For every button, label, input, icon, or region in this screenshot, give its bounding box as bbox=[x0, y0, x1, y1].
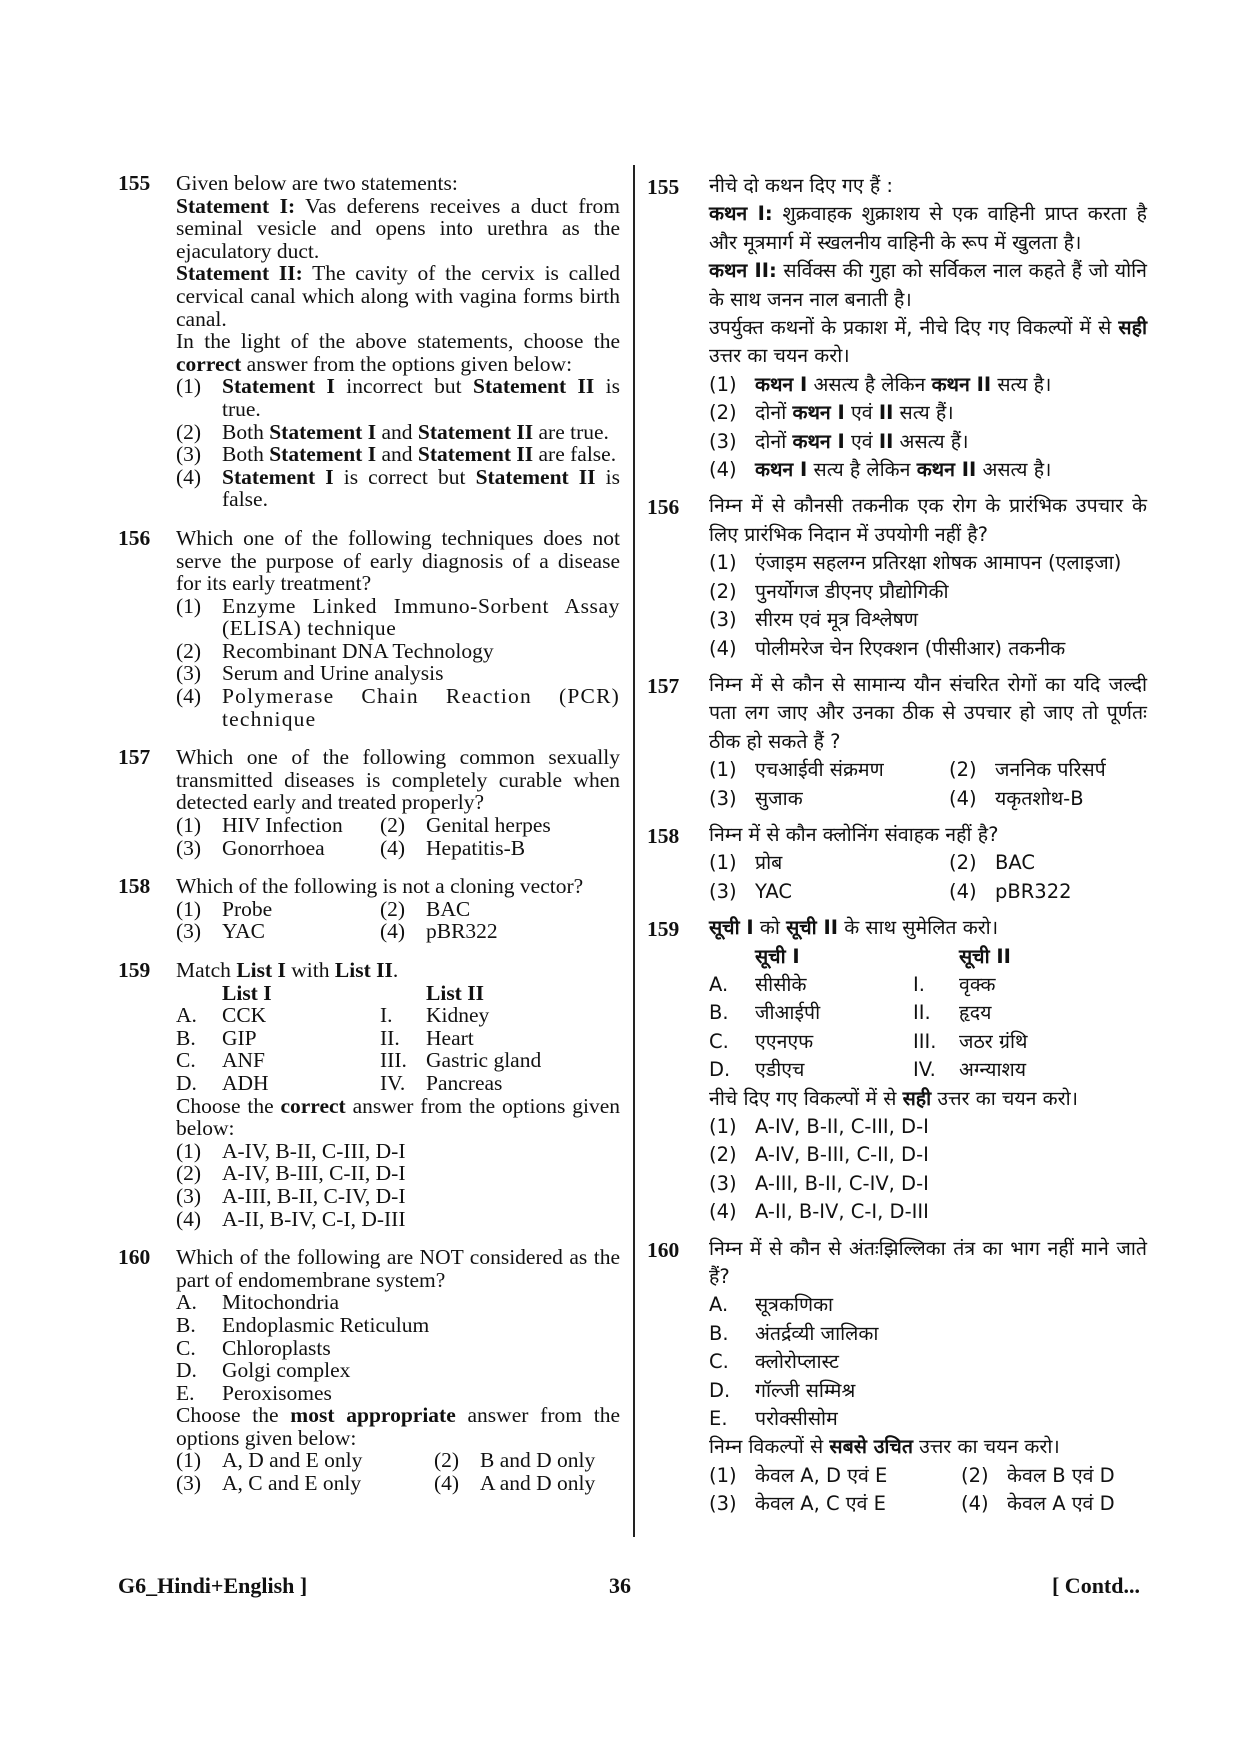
question-stem: निम्न में से कौनसी तकनीक एक रोग के प्रारंभिक उपचार के लिए प्रारंभिक निदान में उपयोगी नहीं है? bbox=[709, 494, 1147, 546]
option-4: (4) पोलीमरेज चेन रिएक्शन (पीसीआर) तकनीक bbox=[709, 636, 1066, 660]
option-3: (3) सीरम एवं मूत्र विश्लेषण bbox=[709, 608, 919, 632]
question-stem: निम्न में से कौन क्लोनिंग संवाहक नहीं है? bbox=[709, 822, 999, 846]
question-instruction: उपर्युक्त कथनों के प्रकाश में, नीचे दिए गए विकल्पों में से सही उत्तर का चयन करो। bbox=[709, 316, 1147, 368]
options-row bbox=[176, 837, 620, 860]
option-4: (4) केवल A एवं D bbox=[961, 1492, 1115, 1516]
match-table-header: List I List II bbox=[222, 980, 484, 1005]
option-2: (2) Both Statement I and Statement II are true. bbox=[176, 419, 609, 444]
question-stem: Which one of the following common sexually transmitted diseases is completely curable when detected early and treated properly? bbox=[176, 745, 620, 815]
options-row bbox=[709, 1462, 1147, 1490]
question-number: 155 bbox=[647, 175, 680, 199]
option-4: (4) Hepatitis-B bbox=[380, 835, 526, 860]
question-number: 157 bbox=[118, 745, 151, 770]
option-2: (2) BAC bbox=[380, 896, 471, 921]
question-intro: Given below are two statements: bbox=[176, 171, 458, 195]
question-157-hi bbox=[647, 671, 1147, 813]
option-3: (3) A-III, B-II, C-IV, D-I bbox=[176, 1183, 406, 1208]
option-1: (1) केवल A, D एवं E bbox=[709, 1463, 888, 1487]
option-3: (3) YAC bbox=[709, 879, 793, 903]
option-2: (2) पुनर्योगज डीएनए प्रौद्योगिकी bbox=[709, 579, 949, 603]
question-158-hi bbox=[647, 821, 1147, 906]
match-row: B. GIP II. Heart bbox=[176, 1025, 474, 1050]
statement-1: कथन I: शुक्रवाहक शुक्राशय से एक वाहिनी प्राप्त करता है और मूत्रमार्ग में स्खलनीय वाहिनी के रूप में खुलता है। bbox=[709, 202, 1147, 254]
question-stem: Which of the following are NOT considered as the part of endomembrane system? bbox=[176, 1245, 620, 1292]
match-row: C. ANF III. Gastric gland bbox=[176, 1048, 542, 1073]
option-1: (1) HIV Infection bbox=[176, 813, 343, 838]
list-item: E. Peroxisomes bbox=[176, 1380, 332, 1405]
question-158-en bbox=[118, 875, 620, 943]
question-157-en bbox=[118, 746, 620, 859]
question-159-hi bbox=[647, 914, 1147, 1226]
option-2: (2) केवल B एवं D bbox=[961, 1463, 1115, 1487]
list-item: A. सूत्रकणिका bbox=[709, 1293, 834, 1317]
option-3: (3) A-III, B-II, C-IV, D-I bbox=[709, 1171, 929, 1195]
match-row: A. CCK I. Kidney bbox=[176, 1003, 490, 1028]
question-stem: Match List I with List II. bbox=[176, 958, 399, 982]
option-1: (1) A-IV, B-II, C-III, D-I bbox=[176, 1138, 406, 1163]
list-item: E. परोक्सीसोम bbox=[709, 1407, 838, 1431]
option-4: (4) A and D only bbox=[434, 1471, 596, 1496]
question-number: 158 bbox=[118, 874, 151, 899]
question-number: 155 bbox=[118, 171, 151, 195]
option-4: (4) A-II, B-IV, C-I, D-III bbox=[709, 1200, 929, 1224]
match-table-header: सूची I सूची II bbox=[755, 944, 1011, 968]
question-stem: Which of the following is not a cloning vector? bbox=[176, 874, 584, 899]
statement-1: Statement I: Vas deferens receives a duct from seminal vesicle and opens into urethra as the ejaculatory duct. bbox=[176, 193, 620, 263]
match-row: B. जीआईपी II. हृदय bbox=[709, 1001, 992, 1025]
option-1: (1) A, D and E only bbox=[176, 1448, 363, 1473]
question-number: 156 bbox=[118, 525, 151, 550]
statement-2: Statement II: The cavity of the cervix is called cervical canal which along with vagina forms birth canal. bbox=[176, 261, 620, 331]
question-number: 159 bbox=[118, 958, 151, 982]
option-4: (4) कथन I सत्य है लेकिन कथन II असत्य है। bbox=[709, 458, 1052, 482]
statement-2: कथन II: सर्विक्स की गुहा को सर्विकल नाल कहते हैं जो योनि के साथ जनन नाल बनाती है। bbox=[709, 259, 1148, 311]
option-3: (3) केवल A, C एवं E bbox=[709, 1492, 886, 1516]
question-160-en bbox=[118, 1246, 620, 1495]
question-stem: निम्न में से कौन से अंतःझिल्लिका तंत्र का भाग नहीं माने जाते हैं? bbox=[709, 1236, 1147, 1289]
match-row: D. एडीएच IV. अग्न्याशय bbox=[709, 1058, 1027, 1082]
options-row bbox=[176, 1449, 620, 1472]
column-divider bbox=[633, 165, 635, 1537]
option-4: (4) A-II, B-IV, C-I, D-III bbox=[176, 1206, 406, 1231]
question-stem: निम्न में से कौन से सामान्य यौन संचरित रोगों का यदि जल्दी पता लग जाए और उनका ठीक से उपचार हो जाए तो पूर्णतः ठीक हो सकते हैं ? bbox=[709, 672, 1147, 753]
options-row bbox=[176, 920, 620, 943]
list-item: B. अंतर्द्रव्यी जालिका bbox=[709, 1321, 879, 1345]
option-2: (2) Genital herpes bbox=[380, 813, 551, 838]
option-4: (4) pBR322 bbox=[380, 919, 498, 944]
question-instruction: निम्न विकल्पों से सबसे उचित उत्तर का चयन करो। bbox=[709, 1435, 1060, 1459]
question-number: 158 bbox=[647, 823, 680, 848]
question-number: 157 bbox=[647, 673, 680, 698]
question-instruction: In the light of the above statements, choose the correct answer from the options given below: bbox=[176, 329, 620, 376]
question-instruction: नीचे दिए गए विकल्पों में से सही उत्तर का चयन करो। bbox=[709, 1086, 1079, 1110]
option-3: (3) दोनों कथन I एवं II असत्य हैं। bbox=[709, 429, 969, 453]
hindi-column bbox=[647, 172, 1147, 1527]
options-row bbox=[176, 898, 620, 921]
option-1: (1) प्रोब bbox=[709, 851, 783, 875]
list-item: C. Chloroplasts bbox=[176, 1335, 331, 1360]
english-column bbox=[118, 172, 620, 1511]
options-row bbox=[176, 1472, 620, 1495]
question-156-hi bbox=[647, 492, 1147, 662]
option-1: (1) एंजाइम सहलग्न प्रतिरक्षा शोषक आमापन (एलाइजा) bbox=[709, 551, 1122, 575]
option-1: (1) A-IV, B-II, C-III, D-I bbox=[709, 1115, 929, 1138]
option-4: (4) pBR322 bbox=[949, 879, 1072, 903]
list-item: C. क्लोरोप्लास्ट bbox=[709, 1350, 839, 1374]
option-4: (4) Statement I is correct but Statement II is false. bbox=[176, 464, 620, 512]
list-item: D. Golgi complex bbox=[176, 1358, 351, 1383]
question-number: 156 bbox=[647, 495, 680, 520]
options-row bbox=[709, 849, 1147, 877]
question-stem: Which one of the following techniques does not serve the purpose of early diagnosis of a disease for its early treatment? bbox=[176, 525, 620, 596]
question-155-en bbox=[118, 172, 620, 511]
options-row bbox=[709, 1490, 1147, 1518]
option-2: (2) A-IV, B-III, C-II, D-I bbox=[176, 1161, 406, 1186]
option-4: (4) यकृतशोथ-B bbox=[949, 786, 1084, 810]
page-number: 36 bbox=[609, 1573, 631, 1598]
options-row bbox=[709, 878, 1147, 906]
question-160-hi bbox=[647, 1235, 1147, 1519]
options-row bbox=[709, 756, 1147, 784]
option-3: (3) YAC bbox=[176, 919, 266, 944]
match-row: D. ADH IV. Pancreas bbox=[176, 1070, 503, 1095]
question-intro: नीचे दो कथन दिए गए हैं : bbox=[709, 174, 893, 197]
footer-continued: [ Contd... bbox=[1051, 1573, 1140, 1598]
options-row bbox=[709, 785, 1147, 813]
question-number: 159 bbox=[647, 917, 680, 942]
match-row: C. एएनएफ III. जठर ग्रंथि bbox=[709, 1029, 1028, 1053]
footer-code: G6_Hindi+English ] bbox=[118, 1573, 308, 1598]
option-2: (2) B and D only bbox=[434, 1448, 596, 1473]
question-number: 160 bbox=[647, 1237, 680, 1262]
question-instruction: Choose the most appropriate answer from the options given below: bbox=[176, 1403, 620, 1450]
option-2: (2) दोनों कथन I एवं II सत्य हैं। bbox=[709, 401, 954, 425]
option-2: (2) Recombinant DNA Technology bbox=[176, 638, 494, 663]
match-row: A. सीसीके I. वृक्क bbox=[709, 972, 996, 996]
question-number: 160 bbox=[118, 1245, 151, 1270]
question-stem: सूची I को सूची II के साथ सुमेलित करो। bbox=[709, 916, 999, 940]
option-4: (4) Polymerase Chain Reaction (PCR) technique bbox=[176, 684, 620, 731]
option-3: (3) A, C and E only bbox=[176, 1471, 362, 1496]
option-3: (3) सुजाक bbox=[709, 786, 803, 810]
option-3: (3) Gonorrhoea bbox=[176, 835, 325, 860]
option-1: (1) Probe bbox=[176, 896, 273, 921]
option-2: (2) A-IV, B-III, C-II, D-I bbox=[709, 1143, 929, 1167]
option-2: (2) जननिक परिसर्प bbox=[949, 758, 1106, 782]
option-1: (1) Enzyme Linked Immuno-Sorbent Assay (ELISA) technique bbox=[176, 593, 620, 641]
question-instruction: Choose the correct answer from the options given below: bbox=[176, 1093, 620, 1141]
list-item: D. गॉल्जी सम्मिश्र bbox=[709, 1378, 856, 1402]
option-2: (2) BAC bbox=[949, 851, 1035, 875]
option-3: (3) Serum and Urine analysis bbox=[176, 661, 444, 686]
list-item: B. Endoplasmic Reticulum bbox=[176, 1312, 430, 1337]
option-1: (1) एचआईवी संक्रमण bbox=[709, 758, 884, 782]
options-row bbox=[176, 814, 620, 837]
question-159-en bbox=[118, 959, 620, 1230]
option-1: (1) Statement I incorrect but Statement II is true. bbox=[176, 374, 621, 421]
question-155-hi bbox=[647, 172, 1147, 484]
question-156-en bbox=[118, 527, 620, 730]
list-item: A. Mitochondria bbox=[176, 1290, 340, 1315]
option-3: (3) Both Statement I and Statement II are false. bbox=[176, 442, 617, 467]
option-1: (1) कथन I असत्य है लेकिन कथन II सत्य है। bbox=[709, 372, 1052, 396]
